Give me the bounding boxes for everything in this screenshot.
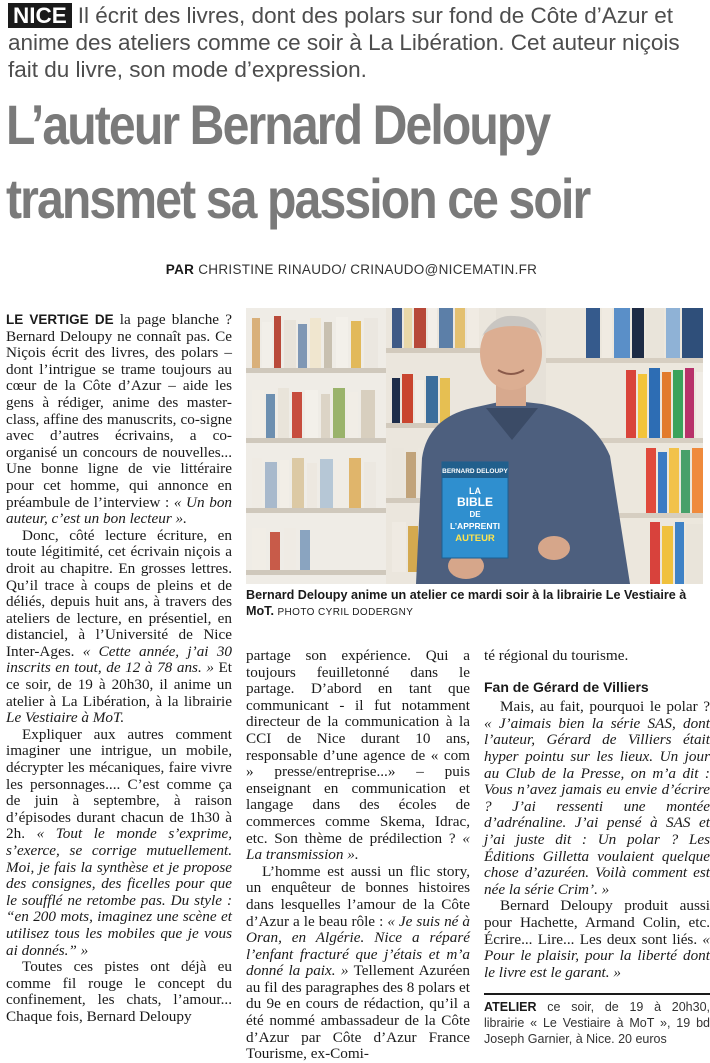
article-column-1 xyxy=(6,312,232,1024)
book-title-auteur: AUTEUR xyxy=(455,533,495,544)
byline-label: PAR xyxy=(165,262,195,277)
paragraph: Donc, côté lecture écriture, en toute légitimité, cet écrivain niçois a droit au chapitre. En grosses lettres. Qu’il trace à coups de pleins et de déliés, depuis huit ans, à travers des ateliers de lecture, en présentiel, en distanciel, à l’Université de Nice Inter-Ages. « Cette année, j’ai 30 inscrits en tout, de 12 à 78 ans. » Et ce soir, de 19 à 20h30, il anime un atelier à La Libération, à la librairie Le Vestiaire à MoT. xyxy=(6,526,233,727)
info-label: ATELIER xyxy=(484,1000,537,1015)
paragraph: Toutes ces pistes ont déjà eu comme fil rouge le concept du confinement, les chats, l’amour... Chaque fois, Bernard Deloupy xyxy=(6,958,232,1025)
paragraph: LE VERTIGE DE la page blanche ? Bernard Deloupy ne connaît pas. Ce Niçois écrit des livres, des polars – dont l’intrigue se trame toujours au cœur de la Côte d’Azur – aide les gens à rédiger, anime des master-class, affine des manuscrits, co-signe avec d’autres écrivains, a co-organisé un concours de nouvelles... Une bonne ligne de vie littéraire pour cet homme, qui annonce en préambule de l’interview : « Un bon auteur, c’est un bon lecteur ». xyxy=(6,311,233,528)
info-text: ce soir, de 19 à 20h30, librairie « Le Vestiaire à MoT », 19 bd Joseph Garnier, à Nice. 20 euros xyxy=(484,1000,710,1047)
article-column-3 xyxy=(484,647,710,1047)
headline-line-1: L’auteur Bernard Deloupy xyxy=(6,93,550,156)
book-title-la: LA xyxy=(469,486,481,496)
book-author: BERNARD DELOUPY xyxy=(442,468,508,475)
paragraph: partage son expérience. Qui a toujours feuilletonné dans le partage. D’abord en tant que communicant - il fut notamment directeur de la communication à la CCI de Nice durant 10 ans, responsable d’une agence de « com » presse/entreprise...» – puis enseignant en communication et langage dans des écoles de commerces comme Skema, Idrac, etc. Son thème de prédilection ? « La transmission ». xyxy=(246,647,470,864)
paragraph: Bernard Deloupy produit aussi pour Hachette, Armand Colin, etc. Écrire... Lire... Les deux sont liés. « Pour le plaisir, pour la liberté dont le livre est le garant. » xyxy=(484,897,710,981)
byline-author: CHRISTINE RINAUDO/ CRINAUDO@NICEMATIN.FR xyxy=(198,262,538,277)
article-column-2 xyxy=(246,647,471,1063)
subheading: Fan de Gérard de Villiers xyxy=(484,678,649,695)
article-photo xyxy=(246,308,703,584)
photo-credit: PHOTO CYRIL DODERGNY xyxy=(277,607,414,618)
info-box xyxy=(484,993,710,1047)
headline-line-2: transmet sa passion ce soir xyxy=(6,167,590,230)
book-title-de: DE xyxy=(469,510,481,519)
lead-in: LE VERTIGE DE xyxy=(6,312,114,327)
paragraph: té régional du tourisme. xyxy=(484,647,629,664)
photo-caption xyxy=(246,587,698,621)
caption-text: Bernard Deloupy anime un atelier ce mardi soir à la librairie Le Vestiaire à MoT. xyxy=(246,588,687,618)
intro-text: Il écrit des livres, dont des polars sur fond de Côte d’Azur et anime des ateliers comme ce soir à La Libération. Cet auteur niçois fait du livre, son mode d’expression. xyxy=(8,3,680,82)
city-label: NICE xyxy=(8,3,72,28)
paragraph: Mais, au fait, pourquoi le polar ? « J’aimais bien la série SAS, dont l’auteur, Gérard de Villiers était hyper pointu sur les lieux. Un jour au Club de la Presse, on m’a dit : Vous n’avez jamais eu envie d’écrire ? J’ai ressenti une montée d’adrénaline. J’ai pensé à SAS et j’ai juste dit : Un polar ? Les Éditions Gilletta voulaient quelque chose d’azuréen. Voilà comment est née la série Crim’. » xyxy=(484,698,710,898)
byline xyxy=(0,262,703,277)
book-title-apprenti: L’APPRENTI xyxy=(449,521,501,531)
headline xyxy=(6,88,603,236)
paragraph: L’homme est aussi un flic story, un enquêteur de bonnes histoires dans lesquelles l’amour de la Côte d’Azur a le beau rôle : « Je suis né à Oran, en Algérie. Nice a réparé l’enfant fracturé que j’étais et m’a donné la paix. » Tellement Azuréen au fil des paragraphes des 8 polars et du 9e en cours de rédaction, qu’il a été nommé ambassadeur de la Côte d’Azur par Côte d’Azur France Tourisme, ex-Comi- xyxy=(246,862,471,1063)
book-title-bible: BIBLE xyxy=(457,495,493,509)
photo-illustration xyxy=(246,308,703,584)
intro-paragraph xyxy=(8,2,698,83)
paragraph: Expliquer aux autres comment imaginer une intrigue, un mobile, décrypter les mécaniques, faire vivre les personnages.... C’est comme ça de juin à septembre, à raison d’épisodes durant chacun de 1h30 à 2h. « Tout le monde s’exprime, s’exerce, se corrige mutuellement. Moi, je fais la synthèse et je propose des consignes, des ficelles pour que le soufflé ne retombe pas. Du style : “en 200 mots, imaginez une scène et utilisez tous les mobiles que je vous ai donnés.” » xyxy=(6,725,233,959)
